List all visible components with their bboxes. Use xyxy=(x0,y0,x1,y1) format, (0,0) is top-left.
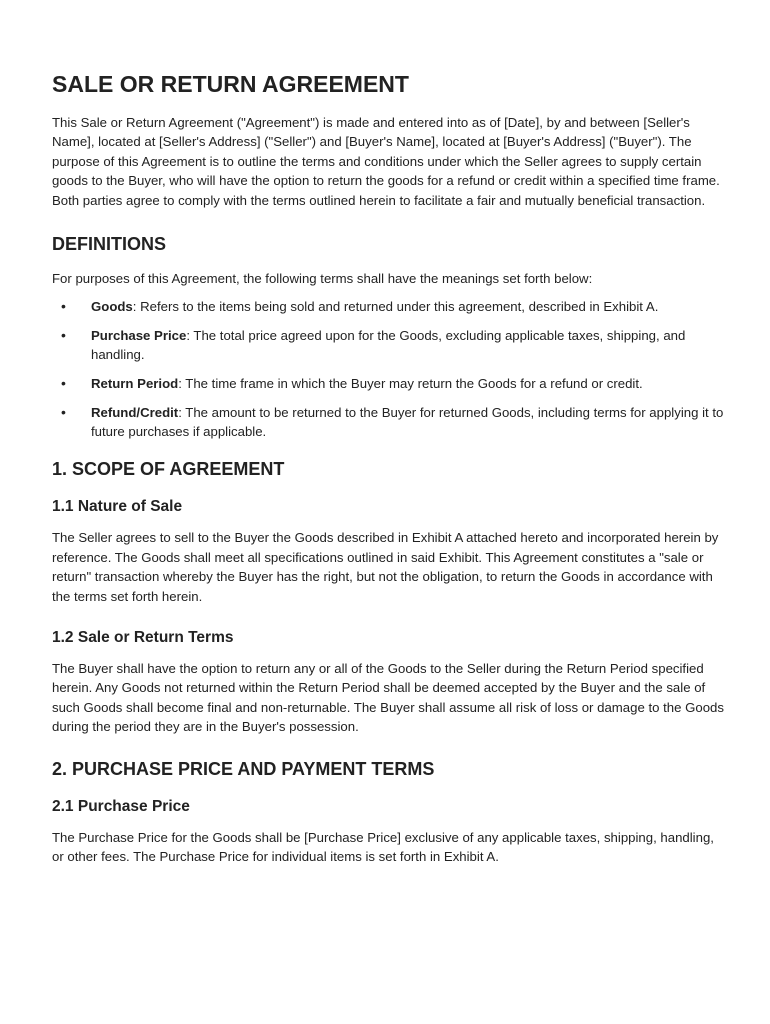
definition-text: : Refers to the items being sold and returned under this agreement, described in Exhibit A. xyxy=(132,299,659,315)
definition-term: Goods xyxy=(91,299,133,315)
bullet-icon: • xyxy=(61,327,66,344)
bullet-icon: • xyxy=(61,375,66,392)
section-2-1-heading: 2.1 Purchase Price xyxy=(52,797,190,815)
section-1-2-heading: 1.2 Sale or Return Terms xyxy=(52,629,234,647)
section-1-heading: 1. SCOPE OF AGREEMENT xyxy=(52,459,285,480)
intro-paragraph: This Sale or Return Agreement ("Agreement") is made and entered into as of [Date], by and between [Seller's Name], located at [Seller's Address] ("Seller") and [Buyer's Name], located at [Buyer's Address] ("Buyer"). The purpose of this Agreement is to outline the terms and conditions under which the Seller agrees to supply certain goods to the Buyer, who will have the option to return the goods for a refund or credit within a specified time frame. Both parties agree to comply with the terms outlined herein to facilitate a fair and mutually beneficial transaction. xyxy=(52,115,720,208)
document-page xyxy=(52,70,724,867)
document-title: SALE OR RETURN AGREEMENT xyxy=(52,71,409,97)
definition-text: : The amount to be returned to the Buyer for returned Goods, including terms for applying it to future purchases if applicable. xyxy=(91,404,724,440)
bullet-icon: • xyxy=(61,298,66,315)
section-1-1-heading: 1.1 Nature of Sale xyxy=(52,498,183,516)
definitions-lead: For purposes of this Agreement, the following terms shall have the meanings set forth below: xyxy=(52,271,593,287)
definition-term: Return Period xyxy=(91,376,179,392)
list-item xyxy=(52,403,724,442)
section-2-heading: 2. PURCHASE PRICE AND PAYMENT TERMS xyxy=(52,758,435,779)
definitions-heading: DEFINITIONS xyxy=(52,234,167,255)
definitions-list xyxy=(52,297,724,441)
section-1-1-text: The Seller agrees to sell to the Buyer the Goods described in Exhibit A attached hereto and incorporated herein by reference. The Goods shall meet all specifications outlined in said Exhibit. This Agreement constitutes a "sale or return" transaction whereby the Buyer has the right, but not the obligation, to return the Goods in accordance with the terms set forth herein. xyxy=(52,530,719,604)
definition-text: : The time frame in which the Buyer may return the Goods for a refund or credit. xyxy=(178,376,643,392)
definition-text: : The total price agreed upon for the Goods, excluding applicable taxes, shipping, and handling. xyxy=(91,328,686,363)
list-item xyxy=(52,297,724,316)
section-1-2-text: The Buyer shall have the option to return any or all of the Goods to the Seller during the Return Period specified herein. Any Goods not returned within the Return Period shall be deemed accepted by the Buyer and the sale of such Goods shall become final and non-returnable. The Buyer shall assume all risk of loss or damage to the Goods during the period they are in the Buyer's possession. xyxy=(52,661,724,735)
definition-term: Purchase Price xyxy=(91,328,187,344)
list-item xyxy=(52,326,724,365)
list-item xyxy=(52,374,724,393)
section-2-1-text: The Purchase Price for the Goods shall be [Purchase Price] exclusive of any applicable taxes, shipping, handling, or other fees. The Purchase Price for individual items is set forth in Exhibit A. xyxy=(52,829,714,865)
bullet-icon: • xyxy=(61,403,66,420)
definition-term: Refund/Credit xyxy=(91,404,179,420)
